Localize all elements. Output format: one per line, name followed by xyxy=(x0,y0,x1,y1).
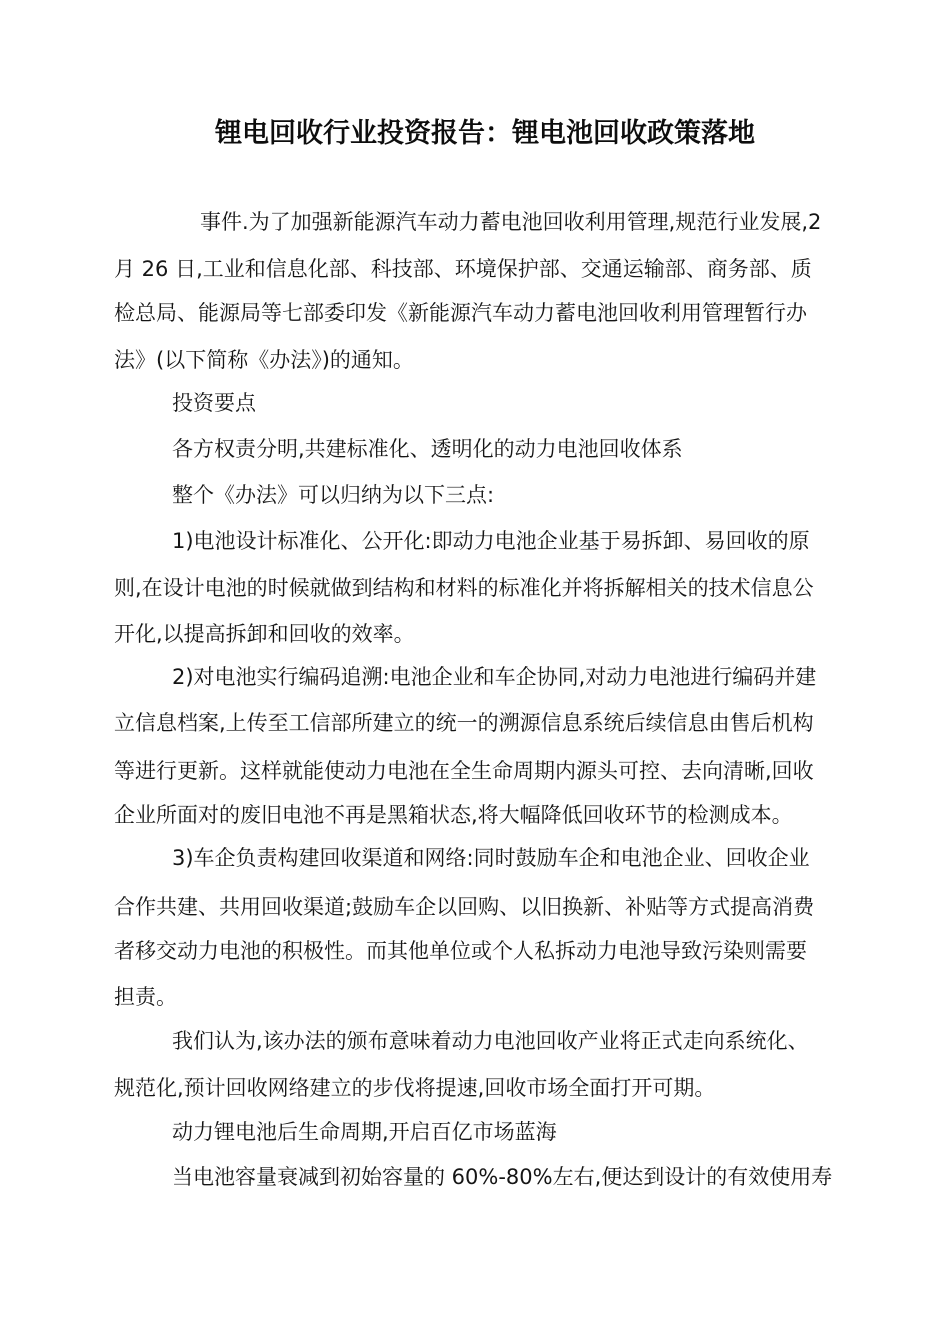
paragraph-line: 事件.为了加强新能源汽车动力蓄电池回收利用管理,规范行业发展,2 xyxy=(200,210,822,234)
paragraph-line: 者移交动力电池的积极性。而其他单位或个人私拆动力电池导致污染则需要 xyxy=(114,939,807,963)
subheading: 动力锂电池后生命周期,开启百亿市场蓝海 xyxy=(172,1120,557,1144)
section-heading: 投资要点 xyxy=(172,391,256,415)
paragraph-line: 立信息档案,上传至工信部所建立的统一的溯源信息系统后续信息由售后机构 xyxy=(114,711,814,735)
document-title: 锂电回收行业投资报告：锂电池回收政策落地 xyxy=(215,118,755,149)
paragraph-line: 开化,以提高拆卸和回收的效率。 xyxy=(114,622,415,646)
paragraph-line: 我们认为,该办法的颁布意味着动力电池回收产业将正式走向系统化、 xyxy=(172,1029,809,1053)
paragraph-line: 整个《办法》可以归纳为以下三点: xyxy=(172,483,495,507)
paragraph-line: 规范化,预计回收网络建立的步伐将提速,回收市场全面打开可期。 xyxy=(114,1076,716,1100)
paragraph-line: 月 26 日,工业和信息化部、科技部、环境保护部、交通运输部、商务部、质 xyxy=(114,257,812,281)
paragraph-line: 当电池容量衰减到初始容量的 60%-80%左右,便达到设计的有效使用寿 xyxy=(172,1165,833,1189)
paragraph-line: 担责。 xyxy=(114,985,177,1009)
paragraph-line: 企业所面对的废旧电池不再是黑箱状态,将大幅降低回收环节的检测成本。 xyxy=(114,803,793,827)
paragraph-line: 合作共建、共用回收渠道;鼓励车企以回购、以旧换新、补贴等方式提高消费 xyxy=(114,895,815,919)
paragraph-line: 1)电池设计标准化、公开化:即动力电池企业基于易拆卸、易回收的原 xyxy=(172,529,810,553)
paragraph-line: 则,在设计电池的时候就做到结构和材料的标准化并将拆解相关的技术信息公 xyxy=(114,576,814,600)
paragraph-line: 等进行更新。这样就能使动力电池在全生命周期内源头可控、去向清晰,回收 xyxy=(114,759,814,783)
subheading: 各方权责分明,共建标准化、透明化的动力电池回收体系 xyxy=(172,437,683,461)
paragraph-line: 3)车企负责构建回收渠道和网络:同时鼓励车企和电池企业、回收企业 xyxy=(172,846,810,870)
paragraph-line: 法》(以下简称《办法》)的通知。 xyxy=(114,348,414,372)
paragraph-line: 2)对电池实行编码追溯:电池企业和车企协同,对动力电池进行编码并建 xyxy=(172,665,817,689)
paragraph-line: 检总局、能源局等七部委印发《新能源汽车动力蓄电池回收利用管理暂行办 xyxy=(114,301,807,325)
